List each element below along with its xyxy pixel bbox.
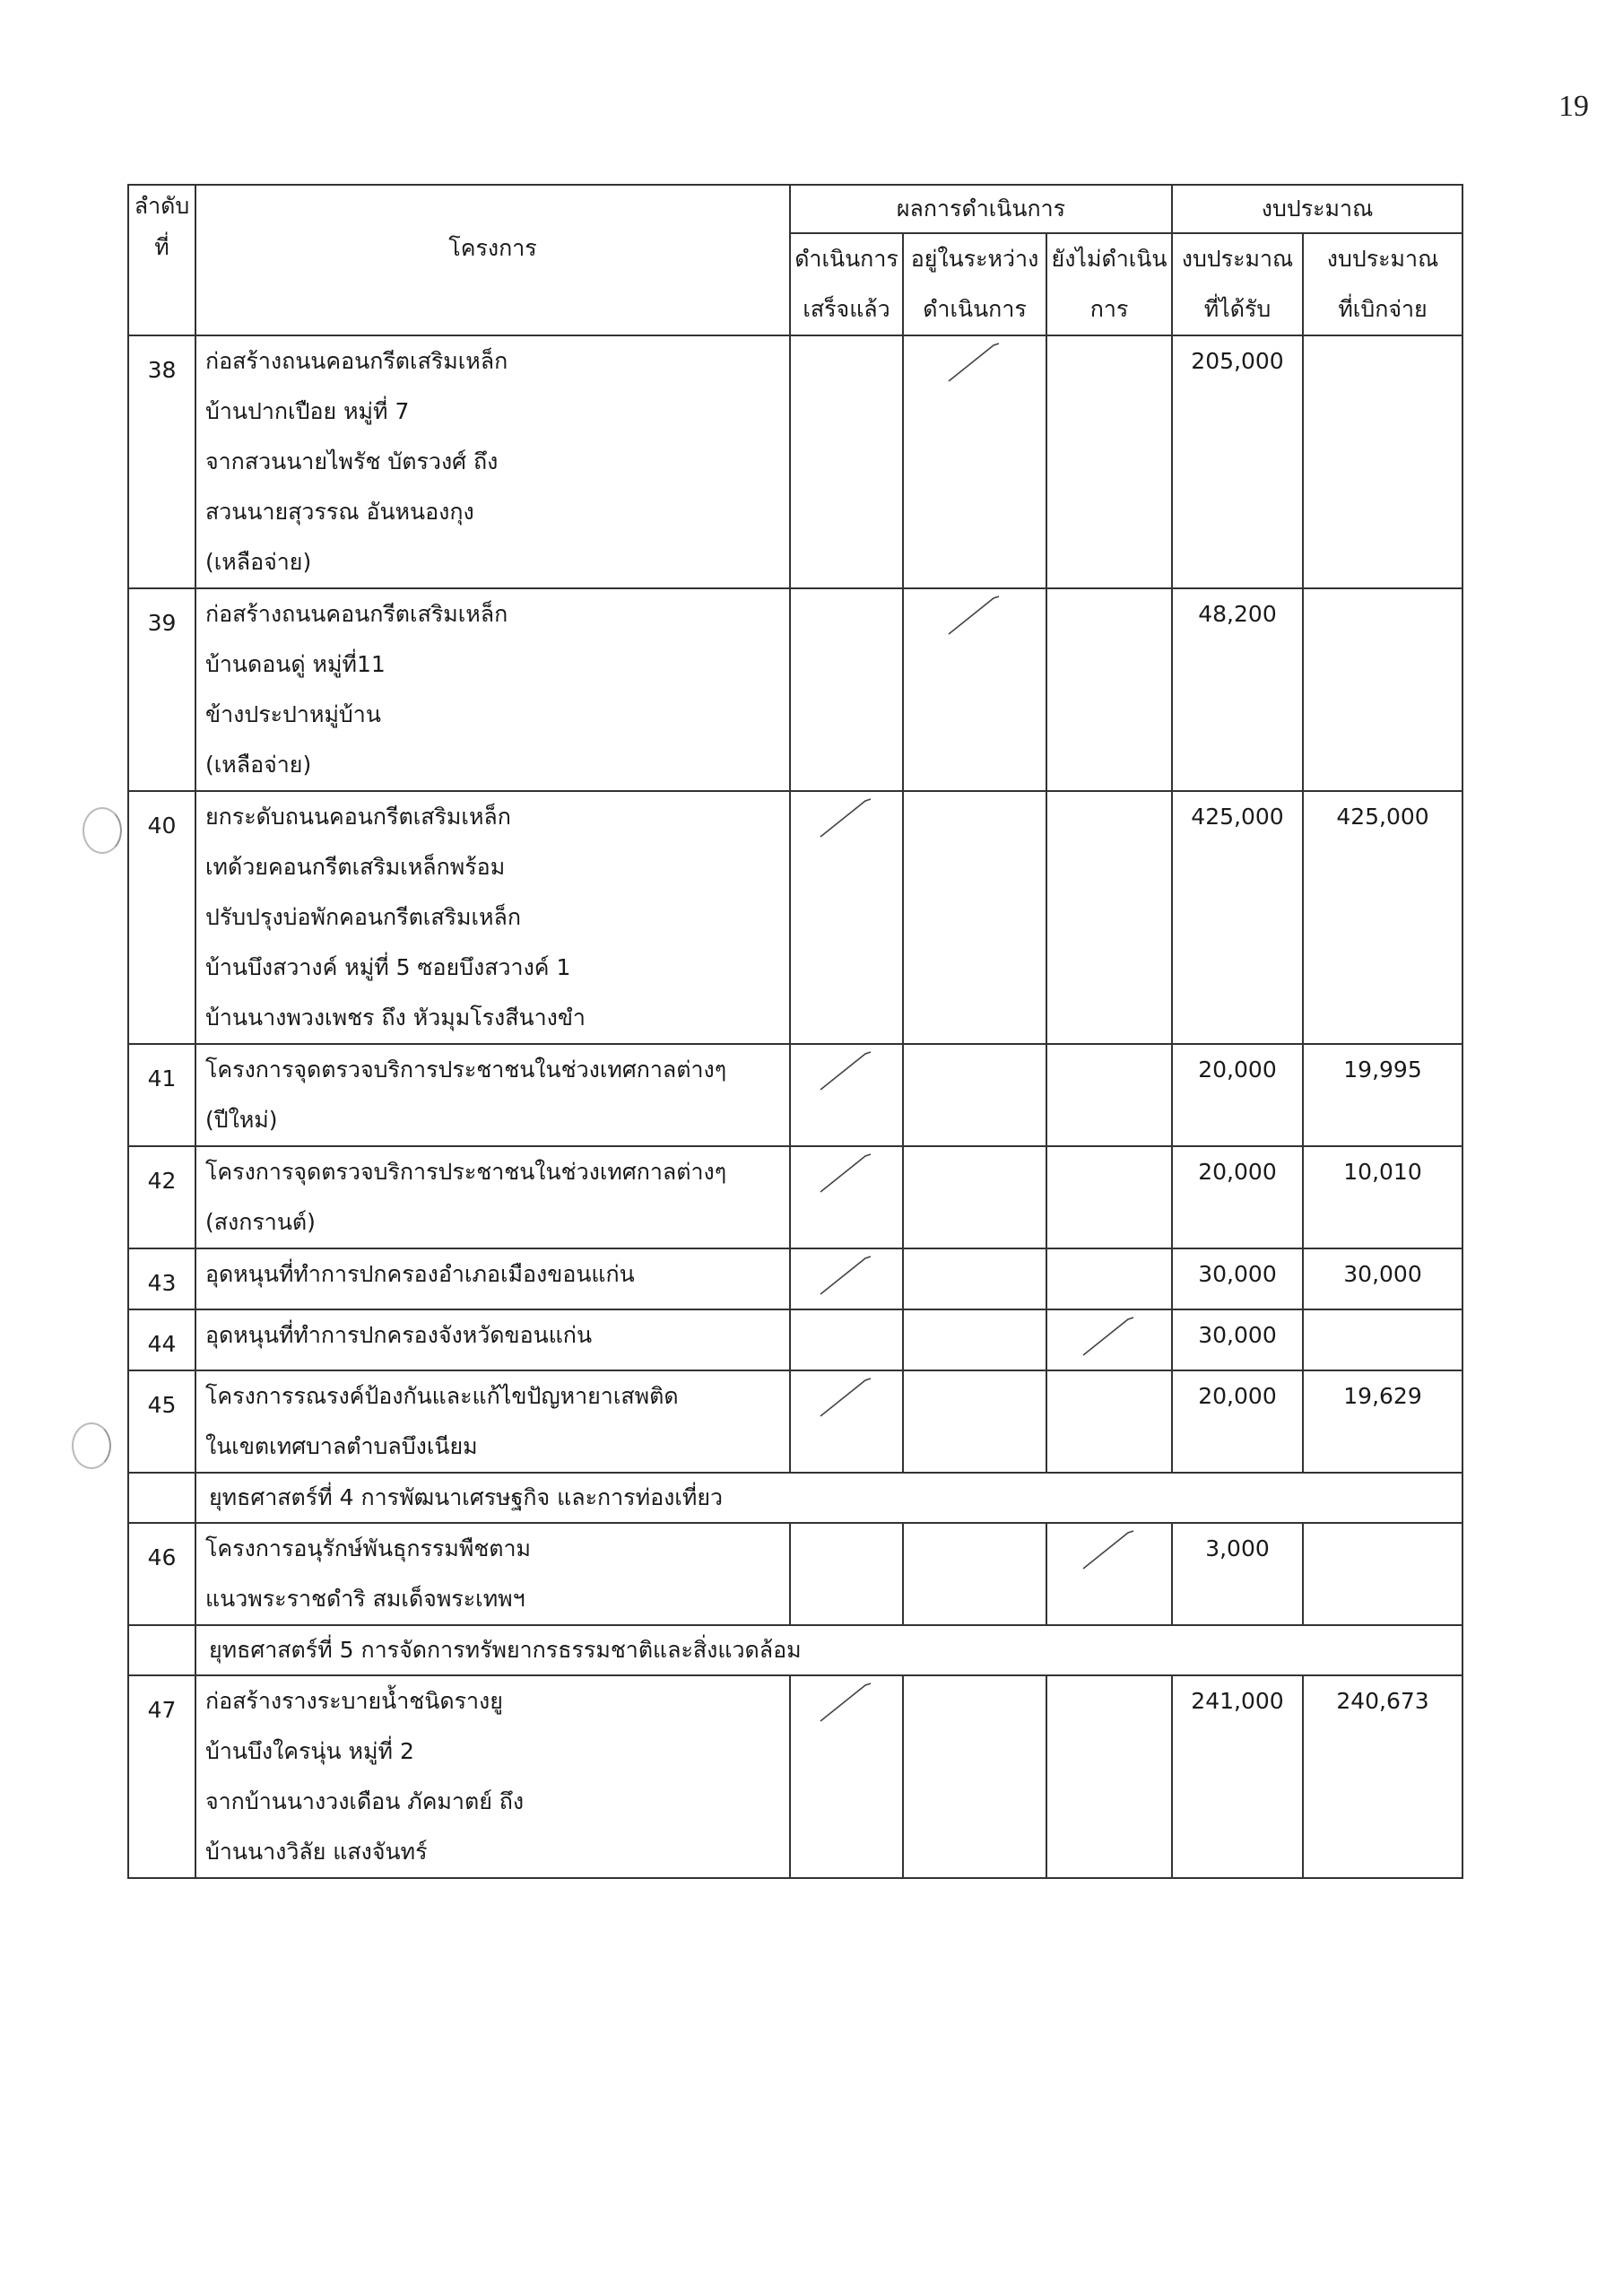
budget-received-cell (1172, 1675, 1303, 1878)
budget-received-value: 425,000 (1191, 804, 1284, 830)
status-completed-cell (790, 1309, 903, 1370)
status-not-started-cell (1046, 791, 1172, 1044)
budget-received-value: 20,000 (1198, 1057, 1277, 1083)
budget-spent-cell (1303, 791, 1462, 1044)
project-description (195, 1146, 790, 1248)
project-description (195, 335, 790, 588)
table-body (128, 335, 1462, 1878)
table-row (128, 1675, 1462, 1878)
budget-received-value: 20,000 (1198, 1383, 1277, 1409)
status-in-progress-cell (903, 1309, 1046, 1370)
budget-spent-value: 19,629 (1343, 1383, 1422, 1409)
budget-spent-cell (1303, 588, 1462, 791)
project-description (195, 1523, 790, 1625)
row-number: 44 (128, 1309, 195, 1370)
project-description (195, 1248, 790, 1309)
budget-spent-cell (1303, 1523, 1462, 1625)
status-in-progress-cell (903, 1248, 1046, 1309)
budget-spent-value: 30,000 (1343, 1261, 1422, 1287)
project-line: ยกระดับถนนคอนกรีตเสริมเหล็ก (205, 804, 511, 830)
project-line: ก่อสร้างรางระบายน้ำชนิดรางยู (205, 1688, 503, 1714)
section-row (128, 1473, 1462, 1523)
status-in-progress-cell (903, 1044, 1046, 1146)
budget-spent-value: 240,673 (1336, 1688, 1429, 1714)
project-line: (ปีใหม่) (205, 1107, 278, 1133)
header-completed: ดำเนินการ เสร็จแล้ว (790, 233, 903, 335)
budget-spent-cell (1303, 1248, 1462, 1309)
status-completed-cell (790, 791, 903, 1044)
project-line: บ้านบึงสวางค์ หมู่ที่ 5 ซอยบึงสวางค์ 1 (205, 954, 571, 980)
header-results-group: ผลการดำเนินการ (790, 185, 1172, 233)
slash-check-icon (815, 1676, 878, 1726)
project-description (195, 791, 790, 1044)
header-not-started: ยังไม่ดำเนิน การ (1046, 233, 1172, 335)
status-completed-cell (790, 1044, 903, 1146)
project-line: แนวพระราชดำริ สมเด็จพระเทพฯ (205, 1586, 525, 1612)
budget-received-value: 3,000 (1205, 1535, 1270, 1561)
budget-spent-cell (1303, 1146, 1462, 1248)
status-in-progress-cell (903, 1675, 1046, 1878)
row-number: 47 (128, 1675, 195, 1878)
project-line: ข้างประปาหมู่บ้าน (205, 701, 381, 727)
report-table (127, 184, 1463, 1879)
project-line: บ้านปากเปือย หมู่ที่ 7 (205, 398, 410, 424)
slash-check-icon (815, 1249, 878, 1300)
slash-check-icon (943, 589, 1006, 639)
project-line: ปรับปรุงบ่อพักคอนกรีตเสริมเหล็ก (205, 904, 521, 930)
budget-received-value: 30,000 (1198, 1261, 1277, 1287)
budget-spent-value: 19,995 (1343, 1057, 1422, 1083)
budget-spent-cell (1303, 1675, 1462, 1878)
project-description (195, 1309, 790, 1370)
project-line: ก่อสร้างถนนคอนกรีตเสริมเหล็ก (205, 601, 508, 627)
project-description (195, 1370, 790, 1473)
budget-received-cell (1172, 1044, 1303, 1146)
row-number: 42 (128, 1146, 195, 1248)
punch-hole-bottom (72, 1422, 111, 1469)
row-number: 45 (128, 1370, 195, 1473)
project-line: บ้านดอนดู่ หมู่ที่11 (205, 651, 386, 677)
status-not-started-cell (1046, 1309, 1172, 1370)
project-line: อุดหนุนที่ทำการปกครองอำเภอเมืองขอนแก่น (205, 1261, 635, 1287)
status-in-progress-cell (903, 1523, 1046, 1625)
table-row (128, 791, 1462, 1044)
project-line: (สงกรานต์) (205, 1209, 316, 1235)
project-line: อุดหนุนที่ทำการปกครองจังหวัดขอนแก่น (205, 1322, 593, 1348)
table-row (128, 588, 1462, 791)
status-in-progress-cell (903, 1370, 1046, 1473)
header-in-progress: อยู่ในระหว่าง ดำเนินการ (903, 233, 1046, 335)
budget-spent-cell (1303, 1370, 1462, 1473)
table-row (128, 1146, 1462, 1248)
budget-spent-cell (1303, 1044, 1462, 1146)
table-row (128, 1523, 1462, 1625)
project-line: (เหลือจ่าย) (205, 549, 312, 575)
slash-check-icon (815, 1371, 878, 1422)
page-number: 19 (1558, 90, 1589, 123)
header-project: โครงการ (195, 185, 790, 335)
status-not-started-cell (1046, 1248, 1172, 1309)
budget-received-cell (1172, 791, 1303, 1044)
budget-received-cell (1172, 1309, 1303, 1370)
budget-spent-value (1304, 589, 1462, 639)
row-number: 41 (128, 1044, 195, 1146)
status-not-started-cell (1046, 1044, 1172, 1146)
status-not-started-cell (1046, 1370, 1172, 1473)
project-line: โครงการจุดตรวจบริการประชาชนในช่วงเทศกาลต่างๆ (205, 1159, 727, 1185)
budget-received-value: 30,000 (1198, 1322, 1277, 1348)
budget-received-value: 205,000 (1191, 348, 1284, 374)
project-line: โครงการอนุรักษ์พันธุกรรมพืชตาม (205, 1535, 532, 1561)
status-not-started-cell (1046, 1675, 1172, 1878)
status-completed-cell (790, 1370, 903, 1473)
budget-received-value: 20,000 (1198, 1159, 1277, 1185)
project-line: สวนนายสุวรรณ อันหนองกุง (205, 499, 474, 525)
budget-received-cell (1172, 1146, 1303, 1248)
section-order-cell (128, 1473, 195, 1523)
header-budget-group: งบประมาณ (1172, 185, 1462, 233)
status-in-progress-cell (903, 1146, 1046, 1248)
budget-spent-value (1304, 1310, 1462, 1361)
project-line: บ้านนางพวงเพชร ถึง หัวมุมโรงสีนางขำ (205, 1004, 586, 1031)
table-row (128, 1309, 1462, 1370)
project-line: โครงการจุดตรวจบริการประชาชนในช่วงเทศกาลต่างๆ (205, 1057, 727, 1083)
punch-hole-top (82, 807, 122, 854)
status-not-started-cell (1046, 588, 1172, 791)
status-not-started-cell (1046, 1146, 1172, 1248)
project-description (195, 588, 790, 791)
status-in-progress-cell (903, 335, 1046, 588)
table-row (128, 1370, 1462, 1473)
budget-received-cell (1172, 1523, 1303, 1625)
budget-received-value: 241,000 (1191, 1688, 1284, 1714)
budget-spent-cell (1303, 335, 1462, 588)
status-not-started-cell (1046, 335, 1172, 588)
row-number: 38 (128, 335, 195, 588)
row-number: 39 (128, 588, 195, 791)
row-number: 40 (128, 791, 195, 1044)
status-completed-cell (790, 588, 903, 791)
section-row (128, 1625, 1462, 1675)
budget-spent-value: 10,010 (1343, 1159, 1422, 1185)
budget-spent-value (1304, 1524, 1462, 1574)
project-line: จากบ้านนางวงเดือน ภัคมาตย์ ถึง (205, 1788, 525, 1814)
budget-received-value: 48,200 (1198, 601, 1277, 627)
budget-received-cell (1172, 588, 1303, 791)
table-row (128, 1248, 1462, 1309)
header-order: ลำดับ ที่ (128, 185, 195, 335)
status-completed-cell (790, 1146, 903, 1248)
section-order-cell (128, 1625, 195, 1675)
slash-check-icon (1078, 1310, 1141, 1361)
row-number: 46 (128, 1523, 195, 1625)
slash-check-icon (815, 792, 878, 842)
status-not-started-cell (1046, 1523, 1172, 1625)
status-completed-cell (790, 1523, 903, 1625)
project-line: ในเขตเทศบาลตำบลบึงเนียม (205, 1433, 478, 1459)
budget-spent-cell (1303, 1309, 1462, 1370)
budget-spent-value (1304, 336, 1462, 387)
section-title: ยุทธศาสตร์ที่ 5 การจัดการทรัพยากรธรรมชาติและสิ่งแวดล้อม (195, 1625, 1462, 1675)
project-line: (เหลือจ่าย) (205, 752, 312, 778)
slash-check-icon (815, 1147, 878, 1197)
header-budget-spent: งบประมาณ ที่เบิกจ่าย (1303, 233, 1462, 335)
budget-received-cell (1172, 1370, 1303, 1473)
budget-received-cell (1172, 335, 1303, 588)
slash-check-icon (943, 336, 1006, 387)
status-completed-cell (790, 1248, 903, 1309)
project-line: ก่อสร้างถนนคอนกรีตเสริมเหล็ก (205, 348, 508, 374)
section-title: ยุทธศาสตร์ที่ 4 การพัฒนาเศรษฐกิจ และการท่องเที่ยว (195, 1473, 1462, 1523)
project-description (195, 1044, 790, 1146)
slash-check-icon (815, 1045, 878, 1095)
status-in-progress-cell (903, 791, 1046, 1044)
budget-spent-value: 425,000 (1336, 804, 1429, 830)
project-line: โครงการรณรงค์ป้องกันและแก้ไขปัญหายาเสพติด (205, 1383, 679, 1409)
project-line: จากสวนนายไพรัช บัตรวงศ์ ถึง (205, 448, 499, 474)
project-description (195, 1675, 790, 1878)
row-number: 43 (128, 1248, 195, 1309)
table-row (128, 335, 1462, 588)
project-line: บ้านบึงใครนุ่น หมู่ที่ 2 (205, 1738, 414, 1764)
status-completed-cell (790, 335, 903, 588)
budget-received-cell (1172, 1248, 1303, 1309)
status-in-progress-cell (903, 588, 1046, 791)
project-line: เทด้วยคอนกรีตเสริมเหล็กพร้อม (205, 854, 506, 880)
header-budget-received: งบประมาณ ที่ได้รับ (1172, 233, 1303, 335)
status-completed-cell (790, 1675, 903, 1878)
project-line: บ้านนางวิลัย แสงจันทร์ (205, 1839, 428, 1865)
table-row (128, 1044, 1462, 1146)
slash-check-icon (1078, 1524, 1141, 1574)
